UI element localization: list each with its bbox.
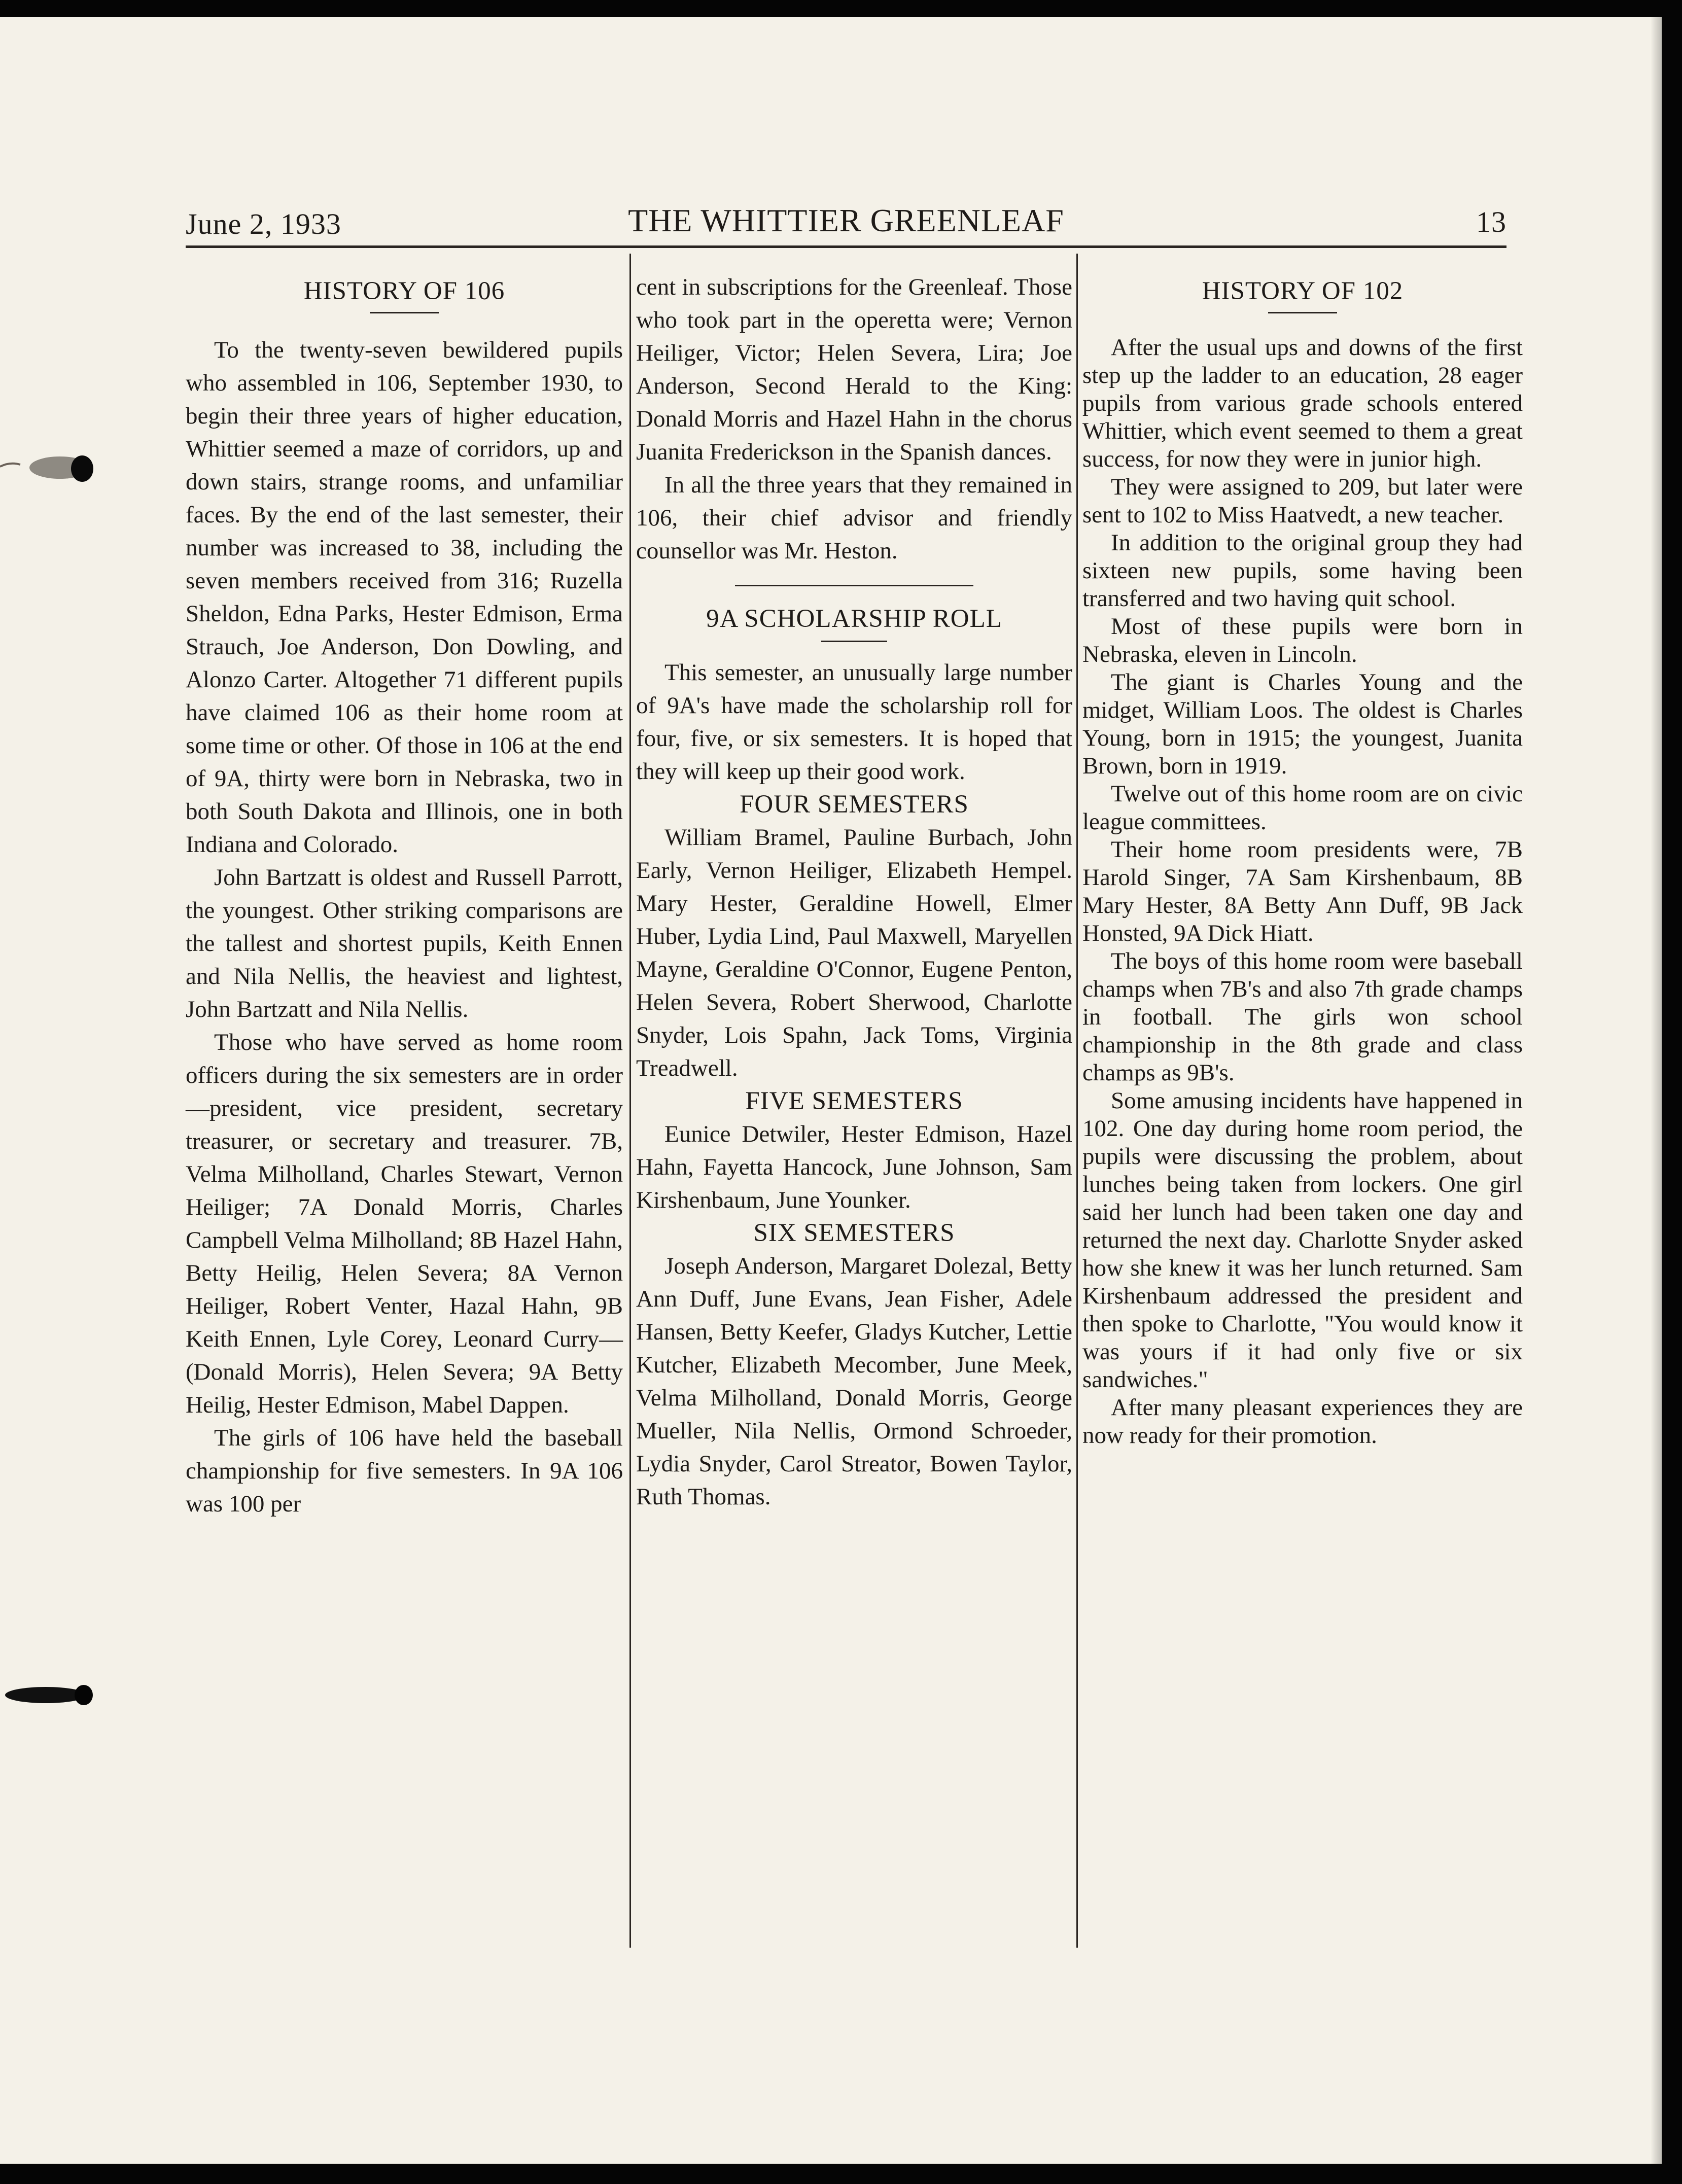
paragraph: In addition to the original group they had sixteen new pupils, some having been transferred and two having quit school. xyxy=(1082,530,1523,612)
paragraph: Their home room presidents were, 7B Harold Singer, 7A Sam Kirshenbaum, 8B Mary Hester, 8A Betty Ann Duff, 9B Jack Honsted, 9A Dick Hiatt. xyxy=(1082,836,1523,946)
paragraph: Some amusing incidents have happened in 102. One day during home room period, the pupils were discussing the problem, about lunches being taken from lockers. One girl said her lunch had been taken one day and returned the next day. Charlotte Snyder asked how she knew it was her lunch returned. Sam Kirshenbaum addressed the president and then spoke to Charlotte, "You would know it was yours if it had only five or six sandwiches." xyxy=(1082,1087,1523,1393)
issue-date: June 2, 1933 xyxy=(186,207,341,240)
paragraph: The girls of 106 have held the baseball championship for five semesters. In 9A 106 was 100 per xyxy=(186,1425,623,1517)
binding-hole-top-icon xyxy=(0,446,94,487)
heading-underline xyxy=(821,641,887,642)
newspaper-title: THE WHITTIER GREENLEAF xyxy=(628,202,1064,238)
scan-bottom-border xyxy=(0,2164,1682,2184)
heading-scholarship-roll: 9A SCHOLARSHIP ROLL xyxy=(706,605,1002,633)
paragraph: In all the three years that they remained in 106, their chief advisor and friendly counsellor was Mr. Heston. xyxy=(636,472,1072,564)
subheading-six-semesters: SIX SEMESTERS xyxy=(753,1219,955,1247)
heading-underline xyxy=(1268,312,1337,313)
paragraph: After the usual ups and downs of the first step up the ladder to an education, 28 eager pupils from various grade schools entered Whittier, which event seemed to them a great success, for now they were in junior high. xyxy=(1082,334,1523,472)
scholarship-intro: This semester, an unusually large number of 9A's have made the scholarship roll for four, five, or six semesters. It is hoped that they will keep up their good work. xyxy=(636,659,1072,785)
paragraph: Those who have served as home room officers during the six semesters are in order—president, vice president, secretary treasurer, or secretary and treasurer. 7B, Velma Milholland, Charles Stewart, Vernon Heiliger; 7A Donald Morris, Charles Campbell Velma Milholland; 8B Hazel Hahn, Betty Heilig, Helen Severa; 8A Vernon Heiliger, Robert Venter, Hazal Hahn, 9B Keith Ennen, Lyle Corey, Leonard Curry—(Donald Morris), Helen Severa; 9A Betty Heilig, Hester Edmison, Mabel Dappen. xyxy=(186,1029,623,1418)
masthead-rule xyxy=(186,245,1506,248)
column-scholarship xyxy=(636,271,1072,1513)
paragraph-continued: cent in subscriptions for the Greenleaf. Those who took part in the operetta were; Vernon Heiliger, Victor; Helen Severa, Lira; Joe Anderson, Second Herald to the King: Donald Morris and Hazel Hahn in the chorus Juanita Frederickson in the Spanish dances. xyxy=(636,274,1072,465)
scan-top-border xyxy=(0,0,1682,17)
page-number: 13 xyxy=(1476,205,1506,238)
paragraph: To the twenty-seven bewildered pupils who assembled in 106, September 1930, to begin their three years of higher education, Whittier seemed a maze of corridors, up and down stairs, strange rooms, and unfamiliar faces. By the end of the last semester, their number was increased to 38, including the seven members received from 316; Ruzella Sheldon, Edna Parks, Hester Edmison, Erma Strauch, Joe Anderson, Don Dowling, and Alonzo Carter. Altogether 71 different pupils have claimed 106 as their home room at some time or other. Of those in 106 at the end of 9A, thirty were born in Nebraska, two in both South Dakota and Illinois, one in both Indiana and Colorado. xyxy=(186,337,623,858)
paragraph: After many pleasant experiences they are now ready for their promotion. xyxy=(1082,1394,1523,1449)
binding-hole-bottom-icon xyxy=(0,1674,94,1714)
page-edge-shadow xyxy=(1651,17,1662,2184)
column-divider-2 xyxy=(1076,254,1078,1948)
paragraph: The giant is Charles Young and the midget, William Loos. The oldest is Charles Young, born in 1915; the youngest, Juanita Brown, born in 1919. xyxy=(1082,669,1523,779)
names-five-semesters: Eunice Detwiler, Hester Edmison, Hazel Hahn, Fayetta Hancock, June Johnson, Sam Kirshenbaum, June Younker. xyxy=(636,1121,1072,1213)
names-six-semesters: Joseph Anderson, Margaret Dolezal, Betty Ann Duff, June Evans, Jean Fisher, Adele Hansen, Betty Keefer, Gladys Kutcher, Lettie Kutcher, Elizabeth Mecomber, June Meek, Velma Milholland, Donald Morris, George Mueller, Nila Nellis, Ormond Schroeder, Lydia Snyder, Carol Streator, Bowen Taylor, Ruth Thomas. xyxy=(636,1253,1072,1510)
paragraph: John Bartzatt is oldest and Russell Parrott, the youngest. Other striking comparisons are the tallest and shortest pupils, Keith Ennen and Nila Nellis, the heaviest and lightest, John Bartzatt and Nila Nellis. xyxy=(186,864,623,1023)
paragraph: The boys of this home room were baseball champs when 7B's and also 7th grade champs in football. The girls won school championship in the 8th grade and class champs as 9B's. xyxy=(1082,948,1523,1086)
paragraph: Most of these pupils were born in Nebraska, eleven in Lincoln. xyxy=(1082,613,1523,667)
heading-history-106: HISTORY OF 106 xyxy=(303,277,505,305)
masthead xyxy=(186,202,1506,245)
section-divider xyxy=(735,585,973,586)
heading-history-102: HISTORY OF 102 xyxy=(1202,277,1404,305)
paragraph: Twelve out of this home room are on civic league committees. xyxy=(1082,781,1523,835)
names-four-semesters: William Bramel, Pauline Burbach, John Early, Vernon Heiliger, Elizabeth Hempel. Mary Hester, Geraldine Howell, Elmer Huber, Lydia Lind, Paul Maxwell, Maryellen Mayne, Geraldine O'Connor, Eugene Penton, Helen Severa, Robert Sherwood, Charlotte Snyder, Lois Spahn, Jack Toms, Virginia Treadwell. xyxy=(636,824,1072,1081)
subheading-five-semesters: FIVE SEMESTERS xyxy=(745,1087,963,1115)
paragraph: They were assigned to 209, but later were sent to 102 to Miss Haatvedt, a new teacher. xyxy=(1082,474,1523,528)
heading-underline xyxy=(370,312,439,313)
column-history-106 xyxy=(186,271,623,1521)
column-divider-1 xyxy=(629,254,631,1948)
scan-right-border xyxy=(1662,0,1682,2184)
column-history-102 xyxy=(1082,271,1523,1450)
subheading-four-semesters: FOUR SEMESTERS xyxy=(740,790,969,819)
